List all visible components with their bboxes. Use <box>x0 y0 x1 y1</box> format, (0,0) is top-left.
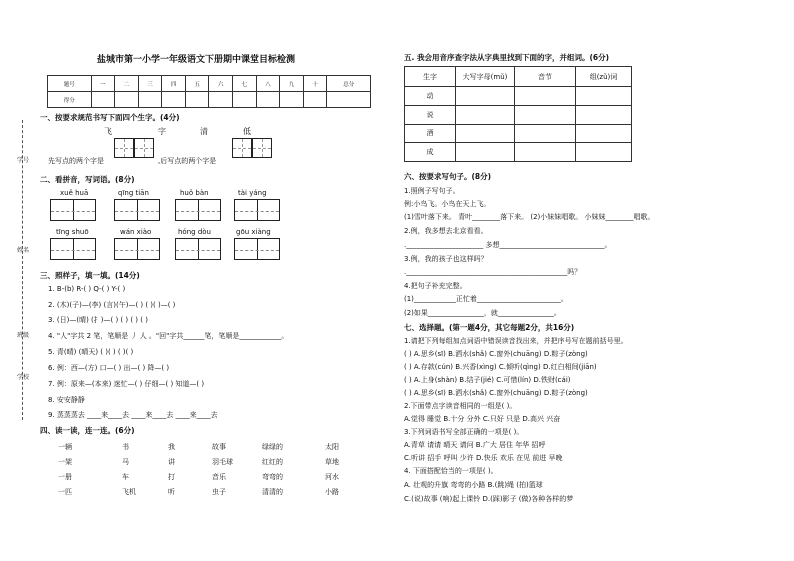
score-cell[interactable] <box>185 92 209 108</box>
score-header: 十 <box>303 76 327 92</box>
pinyin-6: wán xiào <box>120 228 152 236</box>
score-header: 总分 <box>327 76 371 92</box>
match-col-3 <box>168 440 175 500</box>
score-header: 二 <box>115 76 139 92</box>
s6-line-4: 2.例，我多想去北京看看。 <box>404 227 488 235</box>
match-item[interactable]: 故事 <box>212 443 226 451</box>
score-cell[interactable] <box>209 92 233 108</box>
section-5-heading: 五. 我会用音序查字法从字典里找到下面的字，并组词。(6分) <box>404 53 610 62</box>
writing-box[interactable] <box>134 138 154 158</box>
dict-cell[interactable] <box>515 124 576 143</box>
score-cell[interactable] <box>280 92 304 108</box>
dict-cell[interactable] <box>456 143 515 162</box>
writing-box[interactable] <box>232 138 252 158</box>
dict-char: 动 <box>405 87 456 106</box>
match-col-4 <box>212 440 233 500</box>
s6-line-9: (1)____________正忙着________________________。 <box>404 295 568 303</box>
sidebar-student-id: 学号 <box>16 157 29 164</box>
s7-line-6: 2.下面带点字读音相同的一组是( )。 <box>404 402 517 410</box>
score-header: 九 <box>280 76 304 92</box>
match-item[interactable]: 一匹 <box>58 488 72 496</box>
dict-cell[interactable] <box>515 87 576 106</box>
s7-line-2: ( ) A.思乡(sī) B.洒水(shǎ) C.窗外(chuāng) D.粽子(zòng) <box>404 350 588 358</box>
char-3: 清 <box>200 127 208 136</box>
dict-cell[interactable] <box>576 124 632 143</box>
sidebar-school: 学校 <box>16 374 29 381</box>
match-item[interactable]: 小路 <box>325 488 339 496</box>
match-item[interactable]: 一辆 <box>58 443 72 451</box>
s3-line-3: 3. (日)—(晴) (扌)—( ) ( ) ( ) ( ) <box>48 316 148 324</box>
dict-cell[interactable] <box>515 143 576 162</box>
score-cell[interactable] <box>91 92 115 108</box>
s7-line-9: A.青草 请请 晴天 请问 B.广大 居住 年华 招呼 <box>404 441 546 449</box>
sidebar-class: 班级 <box>16 332 29 339</box>
match-col-2 <box>122 440 136 500</box>
match-item[interactable]: 马 <box>122 458 129 466</box>
dict-header: 组(zǔ)词 <box>576 67 632 87</box>
s6-line-6: 3.例，我的孩子也这样吗？ <box>404 255 488 263</box>
s3-line-7: 7. 例：原来—(本来) 迷忙—( ) 仔细—( ) 知道—( ) <box>48 380 205 388</box>
dict-char: 成 <box>405 143 456 162</box>
score-cell[interactable] <box>303 92 327 108</box>
pinyin-8: gōu xiàng <box>236 228 271 236</box>
score-header: 一 <box>91 76 115 92</box>
pinyin-grid[interactable] <box>50 199 96 221</box>
score-cell[interactable] <box>162 92 186 108</box>
s6-line-8: 4.把句子补充完整。 <box>404 282 467 290</box>
pinyin-grid[interactable] <box>234 199 280 221</box>
dict-header: 音节 <box>515 67 576 87</box>
dict-cell[interactable] <box>576 87 632 106</box>
writing-box[interactable] <box>114 138 134 158</box>
score-header: 四 <box>162 76 186 92</box>
pinyin-5: tīng shuō <box>56 228 89 236</box>
section-3-heading: 三、照样子，填一填。(14分) <box>40 271 140 280</box>
match-col-5 <box>262 440 283 500</box>
pinyin-grid[interactable] <box>234 238 280 260</box>
dictionary-table <box>404 66 632 162</box>
match-item[interactable]: 一架 <box>58 458 72 466</box>
score-header: 题号 <box>48 76 92 92</box>
char-2: 字 <box>158 127 166 136</box>
s1-line-2: ,后写点的两个字是 <box>158 157 217 165</box>
match-item[interactable]: 虫子 <box>212 488 226 496</box>
match-item[interactable]: 草地 <box>325 458 339 466</box>
pinyin-grid[interactable] <box>114 199 160 221</box>
match-item[interactable]: 书 <box>122 443 129 451</box>
dict-cell[interactable] <box>456 87 515 106</box>
section-1-heading: 一、按要求规范书写下面四个生字。(4分) <box>40 113 180 122</box>
dict-char: 说 <box>405 105 456 124</box>
s6-line-2: 例:小鸟飞。小鸟在天上飞。 <box>404 200 491 208</box>
section-7-heading: 七、选择题。(第一题4分，其它每题2分，共16分) <box>404 323 575 332</box>
match-item[interactable]: 飞机 <box>122 488 136 496</box>
pinyin-2: qīng tiān <box>118 189 149 197</box>
match-item[interactable]: 羽毛球 <box>212 458 233 466</box>
s6-line-3: (1)雪叶落下来。 青叶________落下来。 (2)小妹妹唱歌。 小妹妹________唱歌。 <box>404 213 655 221</box>
match-col-1 <box>58 440 72 500</box>
match-item[interactable]: 太阳 <box>325 443 339 451</box>
score-cell[interactable] <box>138 92 162 108</box>
s7-line-11: 4. 下面搭配恰当的一项是( )。 <box>404 467 498 475</box>
s7-line-1: 1.请把下列每组加点词语中错误读音找出来，并把序号写在题前括号里。 <box>404 337 628 345</box>
dict-header: 生字 <box>405 67 456 87</box>
match-item[interactable]: 打 <box>168 473 175 481</box>
dict-cell[interactable] <box>515 105 576 124</box>
dict-cell[interactable] <box>576 143 632 162</box>
sidebar-name: 姓名 <box>16 247 29 254</box>
s7-line-3: ( ) A.存款(cún) B.兴香(xìng) C.倾听(qìng) D.红白相间(jiān) <box>404 363 597 371</box>
writing-box[interactable] <box>252 138 272 158</box>
pinyin-grid[interactable] <box>175 238 221 260</box>
dict-char: 酒 <box>405 124 456 143</box>
match-item[interactable]: 清清的 <box>262 488 283 496</box>
match-item[interactable]: 河水 <box>325 473 339 481</box>
s7-line-12: A. 壮观的升旗 弯弯的小路 B.(跳)绳 (拍)篮球 <box>404 481 543 489</box>
s3-line-4: 4. "人"字共 2 笔，笔顺是 丿 人 。"回"字共______笔，笔顺是____________。 <box>48 332 289 340</box>
score-cell[interactable] <box>233 92 257 108</box>
s7-line-4: ( ) A.上身(shàn) B.结子(jié) C.可惜(lín) D.铁财(cái) <box>404 376 571 384</box>
match-item[interactable]: 一册 <box>58 473 72 481</box>
pinyin-grid[interactable] <box>50 238 96 260</box>
page-title: 盐城市第一小学一年级语文下册期中课堂目标检测 <box>97 55 296 65</box>
dict-cell[interactable] <box>576 105 632 124</box>
match-item[interactable]: 讲 <box>168 458 175 466</box>
pinyin-grid[interactable] <box>175 199 221 221</box>
s3-line-6: 6. 例：西—(方) 口—( ) 出—( ) 降—( ) <box>48 364 170 372</box>
dict-cell[interactable] <box>456 105 515 124</box>
match-col-6 <box>325 440 339 500</box>
char-4: 低 <box>243 127 251 136</box>
section-4-heading: 四、读一读，连一连。(6分) <box>40 426 135 435</box>
score-header: 六 <box>209 76 233 92</box>
s6-line-1: 1.照例子写句子。 <box>404 187 460 195</box>
s3-line-2: 2. (木)(子)—(李) (言)(午)—( ) ( )( )—( ) <box>48 301 176 309</box>
s7-line-8: 3.下列词语书写全部正确的一项是( )。 <box>404 428 524 436</box>
pinyin-3: huǒ bàn <box>180 189 209 197</box>
match-item[interactable]: 听 <box>168 488 175 496</box>
score-cell[interactable] <box>327 92 371 108</box>
score-header: 七 <box>233 76 257 92</box>
match-item[interactable]: 我 <box>168 443 175 451</box>
s6-line-10: (2)如果________________，就________________。 <box>404 309 561 317</box>
s1-line-1: 先写点的两个字是 <box>48 157 104 165</box>
match-item[interactable]: 绿绿的 <box>262 443 283 451</box>
section-2-heading: 二、看拼音，写词语。(8分) <box>40 175 135 184</box>
pinyin-grid[interactable] <box>114 238 160 260</box>
score-cell[interactable] <box>115 92 139 108</box>
dict-cell[interactable] <box>456 124 515 143</box>
s6-line-5: .______________________ 多想______________________________。 <box>404 241 612 249</box>
s7-line-13: C.(说)故事 (响)起上课铃 D.(踩)影子 (做)各种各样的梦 <box>404 495 574 503</box>
score-row-label: 得分 <box>48 92 92 108</box>
score-table <box>47 75 371 108</box>
match-item[interactable]: 弯弯的 <box>262 473 283 481</box>
pinyin-1: xuě huā <box>60 189 89 197</box>
score-header: 五 <box>185 76 209 92</box>
score-header: 三 <box>138 76 162 92</box>
section-6-heading: 六、按要求写句子。(8分) <box>404 172 492 181</box>
s7-line-7: A.觉得 睡觉 B.十分 分外 C.只好 只是 D.高兴 兴奋 <box>404 415 561 423</box>
match-item[interactable]: 车 <box>122 473 129 481</box>
s3-line-9: 9. 蒸蒸蒸去 ____来____去 ____来____去 ____来____去 <box>48 411 218 419</box>
s6-line-7: .______________________________________________吗？ <box>404 268 582 276</box>
pinyin-4: tài yáng <box>238 189 267 197</box>
match-item[interactable]: 红红的 <box>262 458 283 466</box>
score-cell[interactable] <box>256 92 280 108</box>
dict-header: 大写字母(mǔ) <box>456 67 515 87</box>
s3-line-1: 1. B-(b) R-( ) Q-( ) Y-( ) <box>48 285 126 293</box>
s3-line-8: 8. 安安静静 <box>48 396 85 404</box>
s7-line-5: ( ) A.思乡(sī) B.洒水(shǎ) C.窗外(chuāng) D.粽子(zòng) <box>404 389 588 397</box>
s3-line-5: 5. 青(晴) (晴天) ( )( ) ( )( ) <box>48 348 134 356</box>
s7-line-10: C.听讲 招手 呼叫 少许 D.快乐 欢乐 在见 前进 早晚 <box>404 454 563 462</box>
score-header: 八 <box>256 76 280 92</box>
pinyin-7: hóng dòu <box>178 228 211 236</box>
match-item[interactable]: 音乐 <box>212 473 226 481</box>
char-1: 飞 <box>104 127 112 136</box>
